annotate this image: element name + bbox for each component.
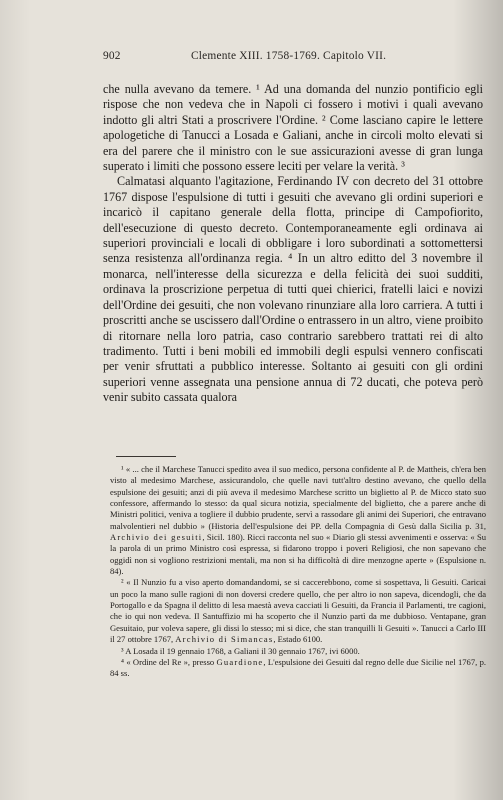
footnote-text: , Estado 6100. — [273, 634, 323, 645]
footnote-text: ¹ « ... che il Marchese Tanucci spedito avea il suo medico, persona confidente al P. de Mattheis, ch'era ben visto al medesimo Marchese, assicurandolo, che quelle navi tutt'altro destino avevano, che quello della espulsione dei gesuiti; anzi di più aveva il medesimo Marchese scritto un biglietto al P. de Micco stato suo confessore, affermando lo stesso: da qual sicura notizia, specialmente del biglietto, che a parere anche di Ministri politici, veniva a togliere il dubbio prudente, servì a rassodare gli animi dei Superiori, che entravano malvolentieri nel dubbio » (Historia dell'espulsione dei PP. della Compagnia di Gesù dalla Sicilia p. 31, — [110, 464, 486, 531]
archive-name: Archivio di Simancas — [175, 634, 274, 645]
footnote — [110, 577, 486, 645]
main-text — [103, 82, 483, 406]
footnote-separator — [116, 456, 176, 457]
footnote-text: ³ A Losada il 19 gennaio 1768, a Galiani il 30 gennaio 1767, ivi 6000. — [121, 645, 360, 656]
running-title: Clemente XIII. 1758-1769. Capitolo VII. — [191, 50, 387, 62]
footnote — [110, 464, 486, 577]
paragraph: che nulla avevano da temere. ¹ Ad una domanda del nunzio pontificio egli rispose che non vedeva che in Napoli ci fossero i motivi i quali avevano indotto gli altri Stati a proscrivere l'Ordine. ² Come lasciano capire le lettere apologetiche di Tanucci a Losada e Galiani, anche in circoli molto elevati si era del parere che il ministro con le sue assicurazioni avesse di gran lunga superato i limiti che possono essere leciti per velare la verità. ³ — [103, 82, 483, 174]
footnotes — [110, 464, 486, 680]
footnote-text: , L'espulsione dei Gesuiti dal regno delle due Sicilie nel 1767, p. 84 ss. — [110, 656, 486, 679]
page-number: 902 — [103, 50, 121, 62]
author-name: Guardione — [216, 656, 264, 667]
footnote — [110, 646, 486, 657]
footnote-text: , Sicil. 180). Ricci racconta nel suo « Diario gli stessi avvenimenti e osserva: « Su la parola di un primo Ministro così espressa, si fidarono troppo i poveri Religiosi, che non sapevano che oggidì non si vogliono restrizioni mentali, ma non si ha difficoltà di dire menzogne aperte » (Espulsione n. 84). — [110, 532, 486, 577]
footnote-text: ⁴ « Ordine del Re », presso — [121, 656, 217, 667]
archive-name: Archivio dei gesuiti — [110, 532, 203, 543]
paragraph: Calmatasi alquanto l'agitazione, Ferdinando IV con decreto del 31 ottobre 1767 dispose l'espulsione di tutti i gesuiti che avevano gli ordini superiori e incaricò il capitano generale della flotta, principe di Campofiorito, dell'esecuzione di questo decreto. Contemporaneamente egli ordinava ai superiori provinciali e locali di obbligare i loro subordinati a sottomettersi senza resistenza all'ordinanza regia. ⁴ In un altro editto del 3 novembre il monarca, nell'interesse della sicurezza e della felicità dei suoi sudditi, ordinava la proscrizione perpetua di tutti quei chierici, fratelli laici e novizi dell'Ordine dei gesuiti, che non volevano rinunziare alla loro carriera. A tutti i proscritti anche se uscissero dall'Ordine o entrassero in un altro, viene proibito di ritornare nella loro patria, caso contrario sarebbero trattati rei di alto tradimento. Tutti i beni mobili ed immobili degli espulsi vennero confiscati per venir sfruttati a pubblico interesse. Soltanto ai gesuiti con gli ordini superiori venne assegnata una pensione annua di 72 ducati, che poteva però venir subito cassata qualora — [103, 174, 483, 405]
footnote-text: ² « Il Nunzio fu a viso aperto domandandomi, se si caccerebbono, come si sospettava, li Gesuiti. Caricai un poco la mano sulle ragioni di non doversi credere quello, che per altro io non sapeva, dicendogli, che da Portogallo e da Spagna il delitto di lesa maestà aveva cacciati li Gesuiti, da Francia il Parlamenti, tre cagioni, che io qui non vedeva. Il Santuffizio mi ha scoperto che il Nunzio partì da me dubbioso. Ventapane, gran Gesuitaio, pur voleva sapere, gli dissi lo stesso; mi si dice, che stan tranquilli li Gesuiti ». Tanucci a Carlo III il 27 ottobre 1767, — [110, 577, 486, 645]
footnote — [110, 657, 486, 680]
